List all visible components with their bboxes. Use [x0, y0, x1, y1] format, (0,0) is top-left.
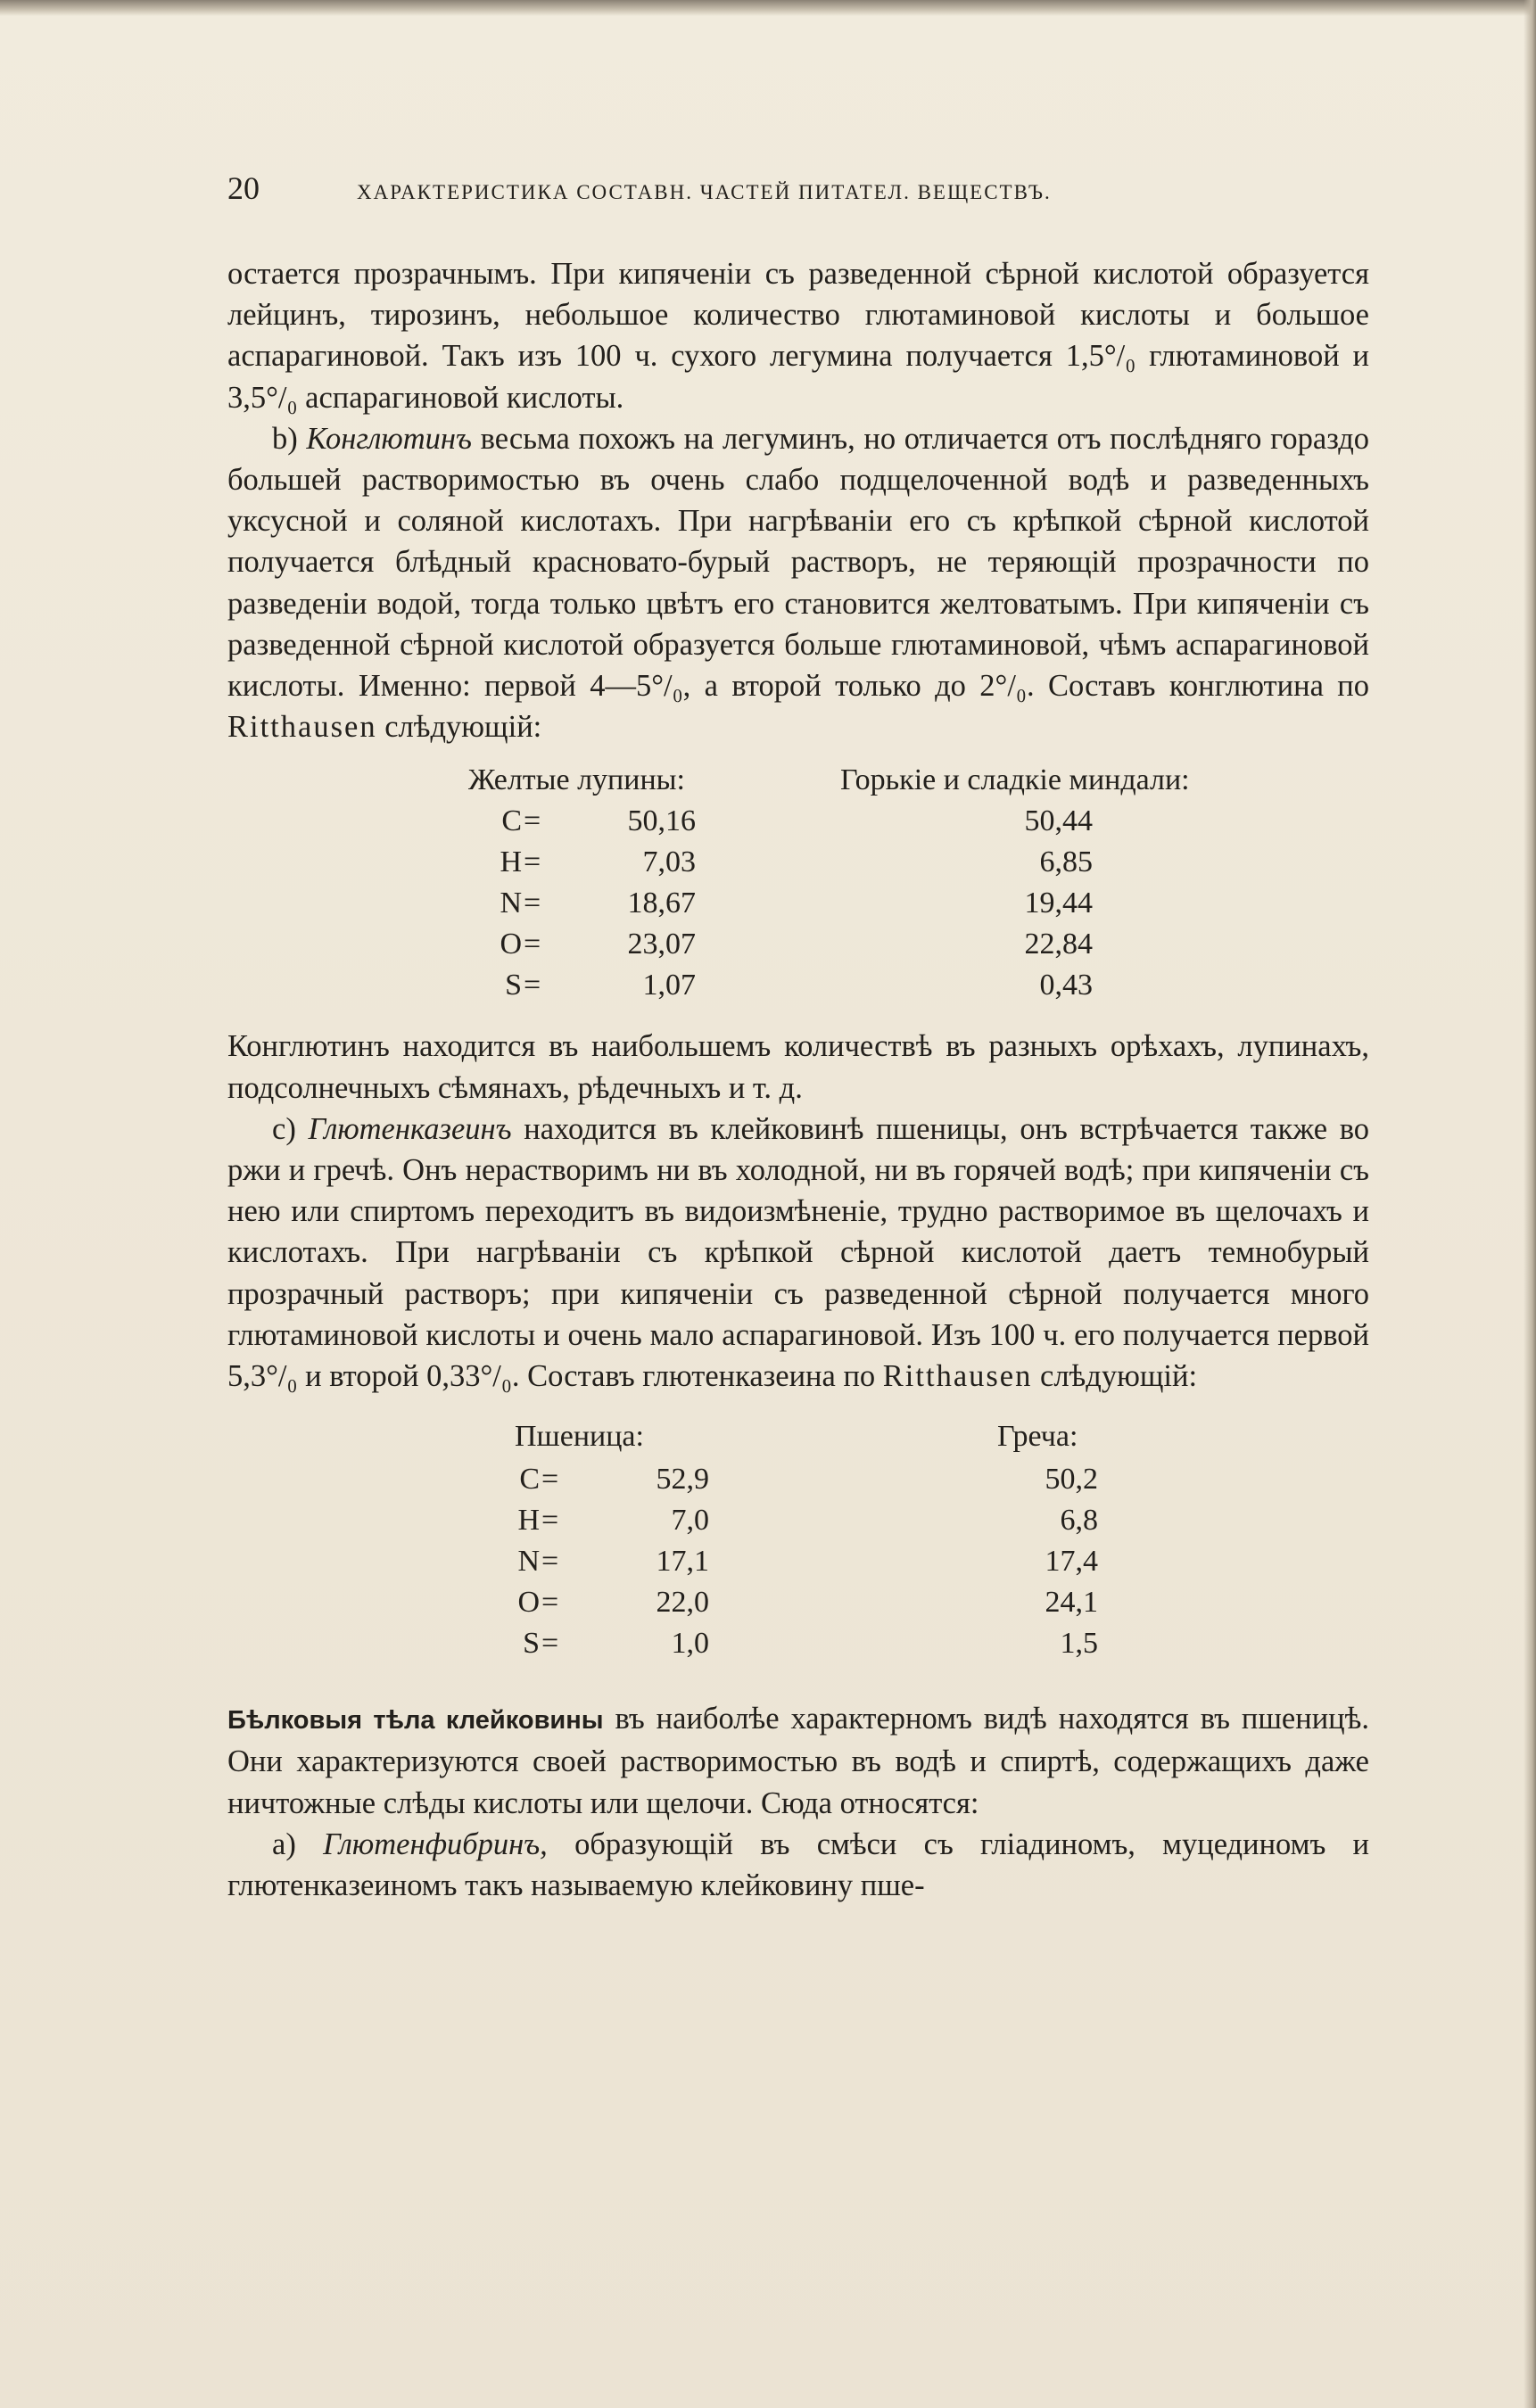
value-buckwheat: 17,4 [1045, 1545, 1098, 1579]
paragraph-conglutin-text: весьма похожъ на легуминъ, но отличается отъ послѣдняго гораздо большей растворимостью въ очень слабо подщелоченной водѣ и разведенныхъ уксусной и соляной кислотахъ. При нагрѣванiи его съ крѣпкой сѣрной кислотой получается блѣдный красновато-бурый растворъ, не теряющiй прозрачности по разведенiи водой, тогда только цвѣтъ его становится желтоватымъ. При кипяченiи съ разведенной сѣрной кислотой образуется больше глютаминовой, чѣмъ аспарагиновой кислоты. Именно: первой 4—5°/₀, а второй только до 2°/₀. Составъ конглютина по [227, 421, 1369, 704]
running-head [227, 169, 1369, 223]
table-row [227, 1623, 1369, 1664]
equals-sign: = [524, 804, 541, 838]
table-row [227, 1541, 1369, 1582]
table-row [227, 1582, 1369, 1623]
element-symbol: O [500, 928, 522, 961]
page-top-edge [0, 0, 1536, 16]
composition-table-glutencasein [227, 1416, 1369, 1668]
element-symbol: O [517, 1586, 540, 1620]
page-content [227, 169, 1369, 1906]
element-symbol: H [517, 1504, 540, 1538]
value-wheat: 7,0 [671, 1504, 709, 1538]
value-lupins: 7,03 [642, 845, 696, 879]
equals-sign: = [524, 887, 541, 920]
page-number: 20 [227, 170, 260, 206]
table-header-wheat: Пшеница: [515, 1420, 644, 1454]
equals-sign: = [541, 1627, 559, 1661]
value-buckwheat: 50,2 [1045, 1463, 1098, 1497]
value-buckwheat: 6,8 [1060, 1504, 1098, 1538]
table-row [227, 965, 1369, 1006]
composition-table-conglutin [227, 760, 1369, 1010]
paragraph-conglutin-tail: слѣдующiй: [384, 710, 542, 745]
term-gluten-proteins: Бѣлковыя тѣла клейковины [227, 1706, 604, 1736]
value-lupins: 1,07 [642, 969, 696, 1002]
value-buckwheat: 1,5 [1060, 1627, 1098, 1661]
paragraph-conglutin-occurrence: Конглютинъ находится въ наибольшемъ количествѣ въ разныхъ орѣхахъ, лупинахъ, подсолнечныхъ сѣмянахъ, рѣдечныхъ и т. д. [227, 1029, 1369, 1105]
value-almonds: 0,43 [1039, 969, 1093, 1002]
paragraph-glutenfibrin-text: образующiй въ смѣси съ глiадиномъ, муцединомъ и глютенказеиномъ такъ называемую клейковину пше- [227, 1827, 1370, 1903]
equals-sign: = [524, 928, 541, 961]
author-ritthausen: Ritthausen [882, 1359, 1033, 1394]
element-symbol: S [505, 969, 522, 1002]
paragraph-legumin-end: остается прозрачнымъ. При кипяченiи съ разведенной сѣрной кислотой образуется лейцинъ, тирозинъ, небольшое количество глютаминовой кислоты и большое аспарагиновой. Такъ изъ 100 ч. сухого легумина получается 1,5°/₀ глютаминовой и 3,5°/₀ аспарагиновой кислоты. [227, 257, 1369, 415]
value-almonds: 22,84 [1024, 928, 1093, 961]
value-lupins: 50,16 [627, 804, 696, 838]
paragraph-gluten-proteins [227, 1698, 1369, 1824]
equals-sign: = [541, 1586, 559, 1620]
table-row [227, 924, 1369, 965]
value-almonds: 6,85 [1039, 845, 1093, 879]
value-wheat: 22,0 [656, 1586, 709, 1620]
table-row [227, 842, 1369, 883]
element-symbol: C [501, 804, 522, 838]
table-row [227, 1459, 1369, 1500]
element-symbol: H [500, 845, 522, 879]
paragraph-glutencasein-text: находится въ клейковинѣ пшеницы, онъ встрѣчается также во ржи и гречѣ. Онъ нерастворимъ ни въ холодной, ни въ горячей водѣ; при кипяченiи съ нею или спиртомъ переходитъ въ видоизмѣненiе, трудно растворимое въ щелочахъ и кислотахъ. При нагрѣванiи съ крѣпкой сѣрной кислотой даетъ темнобурый прозрачный растворъ; при кипяченiи съ разведенной сѣрной получается много глютаминовой кислоты и очень мало аспарагиновой. Изъ 100 ч. его получается первой 5,3°/₀ и второй 0,33°/₀. Составъ глютенказеина по [227, 1111, 1370, 1394]
paragraph-glutenfibrin [227, 1824, 1369, 1906]
item-marker-b: b) [272, 421, 298, 456]
equals-sign: = [524, 845, 541, 879]
equals-sign: = [524, 969, 541, 1002]
value-almonds: 50,44 [1024, 804, 1093, 838]
item-marker-a: a) [272, 1827, 296, 1861]
running-title: ХАРАКТЕРИСТИКА СОСТАВН. ЧАСТЕЙ ПИТАТЕЛ. ВЕЩЕСТВЪ. [357, 181, 1052, 203]
value-buckwheat: 24,1 [1045, 1586, 1098, 1620]
term-conglutin: Конглютинъ [306, 421, 472, 456]
element-symbol: S [523, 1627, 540, 1661]
term-glutenfibrin: Глютенфибринъ, [323, 1827, 548, 1861]
table-row [227, 883, 1369, 924]
element-symbol: N [517, 1545, 540, 1579]
element-symbol: C [519, 1463, 540, 1497]
paragraph-glutencasein [227, 1109, 1369, 1397]
item-marker-c: c) [272, 1111, 296, 1146]
table-row [227, 1500, 1369, 1541]
author-ritthausen: Ritthausen [227, 710, 377, 745]
paragraph-gluten-proteins-text: въ наиболѣе характерномъ видѣ находятся въ пшеницѣ. Они характеризуются своей растворимостью въ водѣ и спиртѣ, содержащихъ даже ничтожные слѣды кислоты или щелочи. Сюда относятся: [227, 1702, 1369, 1820]
page-right-edge [1524, 0, 1536, 2408]
paragraph-conglutin [227, 418, 1369, 748]
table-header-lupins: Желтые лупины: [468, 763, 685, 797]
term-glutencasein: Глютенказеинъ [308, 1111, 512, 1146]
value-wheat: 17,1 [656, 1545, 709, 1579]
table-row [227, 801, 1369, 842]
equals-sign: = [541, 1504, 559, 1538]
value-lupins: 18,67 [627, 887, 696, 920]
table-header-buckwheat: Греча: [997, 1420, 1078, 1454]
paragraph-glutencasein-tail: слѣдующiй: [1040, 1359, 1198, 1394]
value-lupins: 23,07 [627, 928, 696, 961]
value-almonds: 19,44 [1024, 887, 1093, 920]
equals-sign: = [541, 1545, 559, 1579]
value-wheat: 1,0 [671, 1627, 709, 1661]
equals-sign: = [541, 1463, 559, 1497]
element-symbol: N [500, 887, 522, 920]
table-header-almonds: Горькiе и сладкiе миндали: [840, 763, 1190, 797]
value-wheat: 52,9 [656, 1463, 709, 1497]
